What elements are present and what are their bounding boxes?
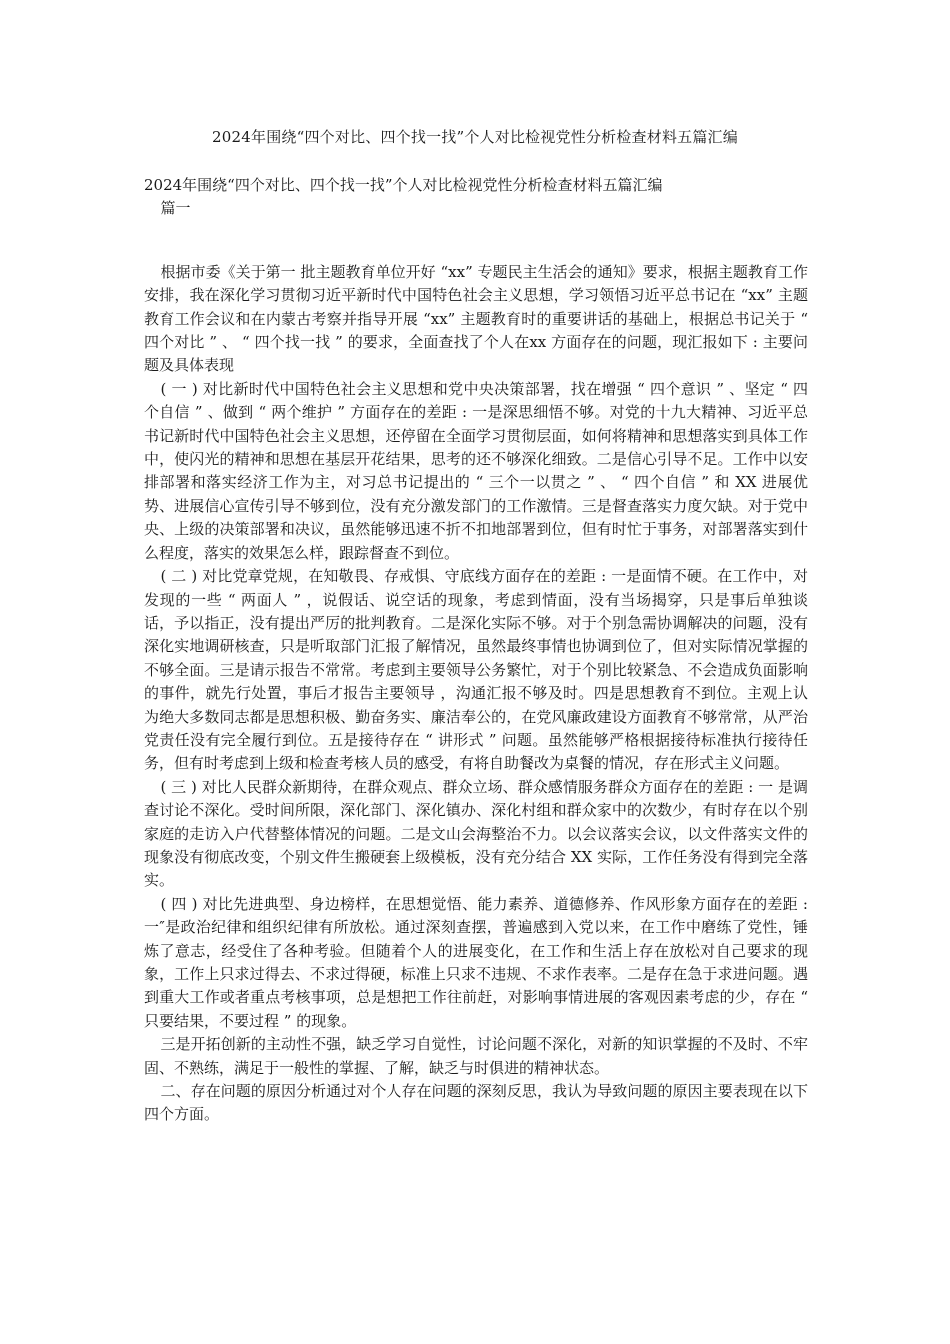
paragraph-intro: 根据市委《关于第一 批主题教育单位开好 “xx” 专题民主生活会的通知》要求，根据主题教育工作安排，我在深化学习贯彻习近平新时代中国特色社会主义思想，学习领悟习近平总书记在 “xx” 主题教育工作会议和在内蒙古考察并指导开展 “xx” 主题教育时的重要讲话的基础上，根据总书记关于 “ 四个对比 ” 、 “ 四个找一找 ” 的要求，全面查找了个人在xx 方面存在的问题，现汇报如下 : 主要问题及具体表现	[144, 262, 808, 375]
document-title: 2024年围绕“四个对比、四个找一找”个人对比检视党性分析检查材料五篇汇编	[212, 128, 738, 146]
paragraph-item-3: ( 三 ) 对比人民群众新期待，在群众观点、群众立场、群众感情服务群众方面存在的差距 : 一 是调查讨论不深化。受时间所限，深化部门、深化镇办、深化村组和群众家中的次数少，有时存在以个别家庭的走访入户代替整体情况的问题。二是文山会海整治不力。以会议落实会议，以文件落实文件的现象没有彻底改变，个别文件生搬硬套上级模板，没有充分结合 XX 实际，工作任务没有得到完全落实。	[144, 777, 808, 890]
paragraph-item-1: ( 一 ) 对比新时代中国特色社会主义思想和党中央决策部署，找在增强 “ 四个意识 ” 、坚定 “ 四个自信 ” 、做到 “ 两个维护 ” 方面存在的差距 : 一是深思细悟不够。对党的十九大精神、习近平总书记新时代中国特色社会主义思想，还停留在全面学习贯彻层面，如何将精神和思想落实到具体工作中，使闪光的精神和思想在基层开花结果，思考的还不够深化细致。二是信心引导不足。工作中以安排部署和落实经济工作为主，对习总书记提出的 “ 三个一以贯之 ” 、 “ 四个自信 ” 和 XX 进展优势、进展信心宣传引导不够到位，没有充分激发部门的工作激情。三是督查落实力度欠缺。对于党中央、上级的决策部署和决议，虽然能够迅速不折不扣地部署到位，但有时忙于事务，对部署落实到什么程度，落实的效果怎么样，跟踪督查不到位。	[144, 379, 808, 562]
section-label: 篇一	[160, 199, 191, 218]
document-subtitle: 2024年围绕“四个对比、四个找一找”个人对比检视党性分析检查材料五篇汇编	[144, 176, 663, 194]
paragraph-causes: 二、存在问题的原因分析通过对个人存在问题的深刻反思，我认为导致问题的原因主要表现在以下四个方面。	[144, 1082, 808, 1124]
spacer	[144, 221, 808, 261]
document-body	[144, 174, 808, 1127]
paragraph-item-2: ( 二 ) 对比党章党规，在知敬畏、存戒惧、守底线方面存在的差距 : 一是面情不硬。在工作中，对发现的一些 “ 两面人 ” ，说假话、说空话的现象，考虑到情面，没有当场揭穿，只是事后单独谈话，予以指正，没有提出严厉的批判教育。二是深化实际不够。对于个别急需协调解决的问题，没有深化实地调研核查，只是听取部门汇报了解情况，虽然最终事情也协调到位了，但对实际情况掌握的不够全面。三是请示报告不常常。考虑到主要领导公务繁忙，对于个别比较紧急、不会造成负面影响的事件，就先行处置，事后才报告主要领导 ，沟通汇报不够及时。四是思想教育不到位。主观上认为绝大多数同志都是思想积极、勤奋务实、廉洁奉公的，在党风廉政建设方面教育不够常常，从严治党责任没有完全履行到位。五是接待存在 “ 讲形式 ” 问题。虽然能够严格根据接待标准执行接待任务，但有时考虑到上级和检查考核人员的感受，有将自助餐改为桌餐的情况，存在形式主义问题。	[144, 567, 808, 773]
paragraph-item-4: ( 四 ) 对比先进典型、身边榜样，在思想觉悟、能力素养、道德修养、作风形象方面存在的差距 :一″是政治纪律和组织纪律有所放松。通过深刻查摆，普遍感到入党以来，在工作中磨练了党性，锤炼了意志，经受住了各种考验。但随着个人的进展变化，在工作和生活上存在放松对自己要求的现象，工作上只求过得去、不求过得硬，标准上只求不违规、不求作表率。二是存在急于求进问题。遇到重大工作或者重点考核事项，总是想把工作往前赶，对影响事情进展的客观因素考虑的少，存在 “ 只要结果，不要过程 ” 的现象。	[144, 894, 808, 1030]
paragraph-item-5: 三是开拓创新的主动性不强，缺乏学习自觉性，讨论问题不深化，对新的知识掌握的不及时、不牢固、不熟练，满足于一般性的掌握、了解，缺乏与时俱进的精神状态。	[144, 1035, 808, 1077]
